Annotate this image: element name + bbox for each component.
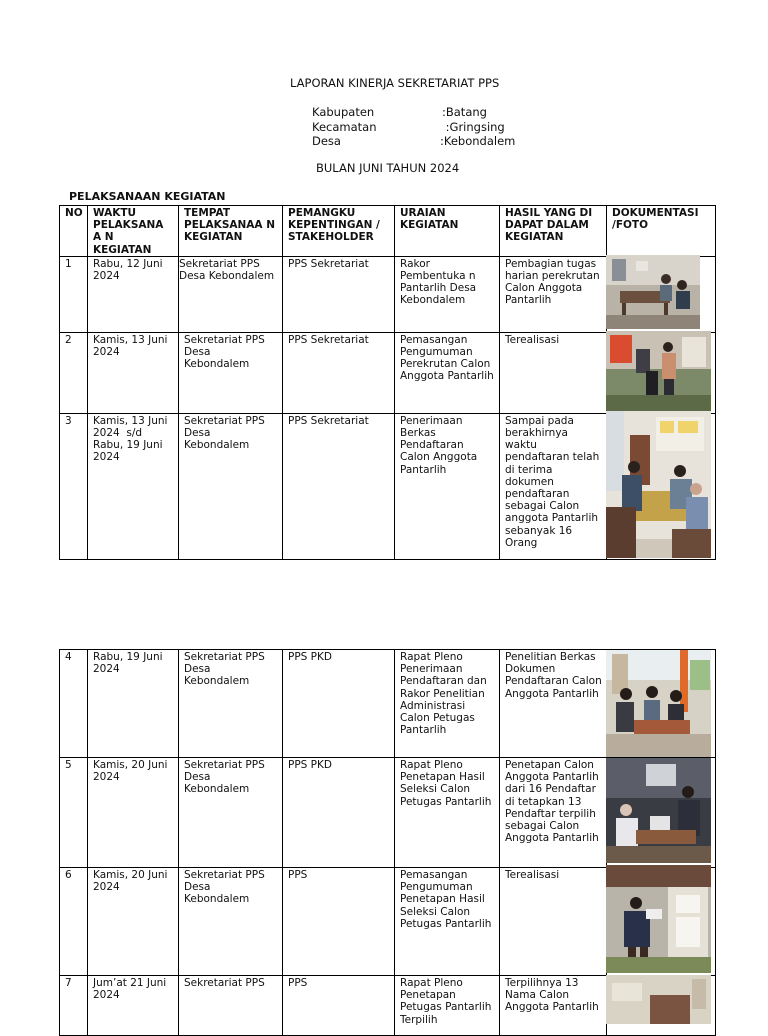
header-no: NO — [60, 206, 88, 257]
cell-pemangku: PPS — [283, 868, 395, 976]
photo-penerimaan-berkas — [606, 411, 711, 558]
info-value: :Batang — [442, 105, 487, 119]
cell-pemangku: PPS PKD — [283, 650, 395, 758]
cell-pemangku: PPS Sekretariat — [283, 256, 395, 332]
cell-tempat: Sekretariat PPS Desa Kebondalem — [179, 650, 283, 758]
info-label: Kabupaten — [312, 105, 375, 119]
report-info — [312, 105, 515, 149]
photo-rapat-pleno-penetapan — [606, 758, 711, 863]
cell-tempat: Sekretariat PPS Desa Kebondalem — [179, 332, 283, 413]
cell-waktu: Rabu, 19 Juni 2024 — [88, 650, 179, 758]
cell-tempat: Sekretariat PPS Desa Kebondalem — [179, 256, 283, 332]
cell-no: 1 — [60, 256, 88, 332]
report-title: LAPORAN KINERJA SEKRETARIAT PPS — [290, 76, 500, 90]
info-kabupaten — [312, 105, 515, 120]
cell-pemangku: PPS — [283, 976, 395, 1036]
cell-tempat: Sekretariat PPS — [179, 976, 283, 1036]
photo-pemasangan-pengumuman-hasil — [606, 865, 711, 973]
cell-uraian: Rapat Pleno Penerimaan Pendaftaran dan Rakor Penelitian Administrasi Calon Petugas Pantarlih — [395, 650, 500, 758]
cell-pemangku: PPS Sekretariat — [283, 413, 395, 559]
cell-no: 4 — [60, 650, 88, 758]
cell-uraian: Rapat Pleno Penetapan Hasil Seleksi Calon Petugas Pantarlih — [395, 758, 500, 868]
cell-hasil: Penetapan Calon Anggota Pantarlih dari 16 Pendaftar di tetapkan 13 Pendaftar terpilih sebagai Calon Anggota Pantarlih — [500, 758, 607, 868]
cell-hasil: Sampai pada berakhirnya waktu pendaftaran telah di terima dokumen pendaftaran sebagai Calon anggota Pantarlih sebanyak 16 Orang — [500, 413, 607, 559]
cell-uraian: Pemasangan Pengumuman Penetapan Hasil Seleksi Calon Petugas Pantarlih — [395, 868, 500, 976]
cell-uraian: Rakor Pembentuka n Pantarlih Desa Kebondalem — [395, 256, 500, 332]
cell-pemangku: PPS Sekretariat — [283, 332, 395, 413]
section-heading: PELAKSANAAN KEGIATAN — [69, 190, 226, 203]
photo-rapat-pleno-terpilih — [606, 975, 711, 1024]
info-label: Desa — [312, 134, 341, 148]
cell-waktu: Rabu, 12 Juni 2024 — [88, 256, 179, 332]
header-dokumentasi: DOKUMENTASI /FOTO — [607, 206, 716, 257]
table-header-row — [60, 206, 716, 257]
cell-uraian: Penerimaan Berkas Pendaftaran Calon Anggota Pantarlih — [395, 413, 500, 559]
photo-rakor-meeting — [606, 255, 700, 329]
cell-hasil: Terpilihnya 13 Nama Calon Anggota Pantarlih — [500, 976, 607, 1036]
info-desa — [312, 134, 515, 149]
cell-no: 7 — [60, 976, 88, 1036]
header-hasil: HASIL YANG DI DAPAT DALAM KEGIATAN — [500, 206, 607, 257]
cell-waktu: Kamis, 20 Juni 2024 — [88, 868, 179, 976]
photo-pengumuman-board — [606, 331, 711, 411]
cell-no: 5 — [60, 758, 88, 868]
report-period: BULAN JUNI TAHUN 2024 — [316, 161, 460, 175]
cell-waktu: Kamis, 13 Juni 2024 — [88, 332, 179, 413]
cell-pemangku: PPS PKD — [283, 758, 395, 868]
photo-rapat-pleno-penerimaan — [606, 650, 711, 757]
cell-hasil: Terealisasi — [500, 868, 607, 976]
cell-no: 3 — [60, 413, 88, 559]
info-value: :Kebondalem — [440, 134, 516, 148]
cell-tempat: Sekretariat PPS Desa Kebondalem — [179, 413, 283, 559]
info-label: Kecamatan — [312, 119, 377, 134]
cell-waktu: Kamis, 13 Juni 2024 s/d Rabu, 19 Juni 2024 — [88, 413, 179, 559]
header-waktu: WAKTU PELAKSANA A N KEGIATAN — [88, 206, 179, 257]
cell-no: 2 — [60, 332, 88, 413]
cell-tempat: Sekretariat PPS Desa Kebondalem — [179, 868, 283, 976]
cell-waktu: Jum’at 21 Juni 2024 — [88, 976, 179, 1036]
cell-uraian: Pemasangan Pengumuman Perekrutan Calon Anggota Pantarlih — [395, 332, 500, 413]
cell-no: 6 — [60, 868, 88, 976]
info-kecamatan — [312, 120, 515, 135]
header-tempat: TEMPAT PELAKSANAA N KEGIATAN — [179, 206, 283, 257]
header-uraian: URAIAN KEGIATAN — [395, 206, 500, 257]
cell-hasil: Pembagian tugas harian perekrutan Calon Anggota Pantarlih — [500, 256, 607, 332]
header-pemangku: PEMANGKU KEPENTINGAN / STAKEHOLDER — [283, 206, 395, 257]
cell-hasil: Penelitian Berkas Dokumen Pendaftaran Calon Anggota Pantarlih — [500, 650, 607, 758]
cell-tempat: Sekretariat PPS Desa Kebondalem — [179, 758, 283, 868]
cell-hasil: Terealisasi — [500, 332, 607, 413]
info-value: :Gringsing — [442, 119, 505, 134]
cell-uraian: Rapat Pleno Penetapan Petugas Pantarlih Terpilih — [395, 976, 500, 1036]
cell-waktu: Kamis, 20 Juni 2024 — [88, 758, 179, 868]
